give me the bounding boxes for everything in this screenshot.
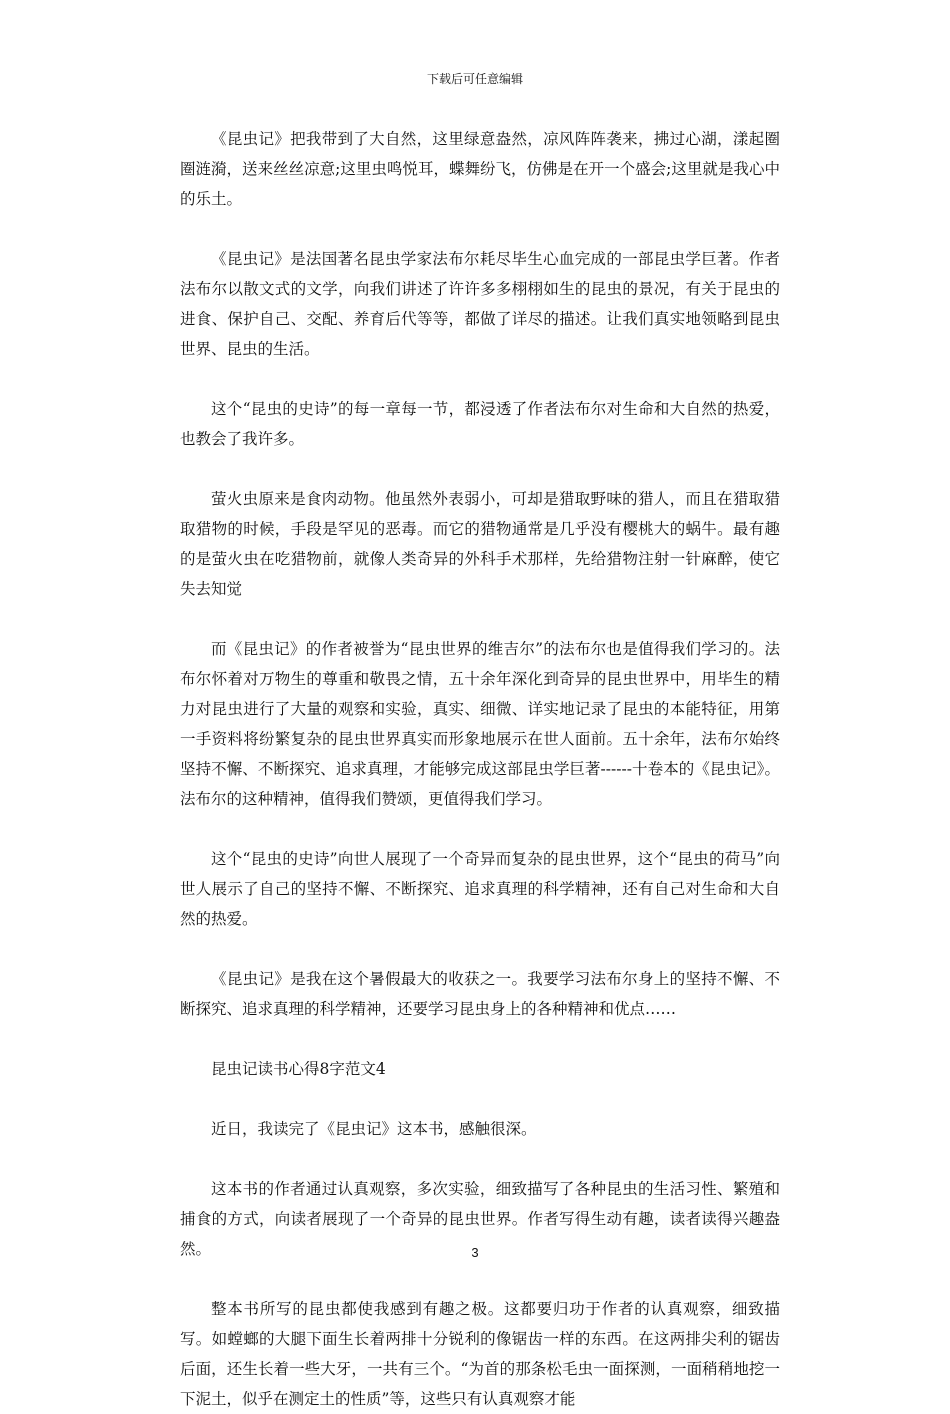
document-body (180, 124, 780, 1414)
paragraph-5: 而《昆虫记》的作者被誉为“昆虫世界的维吉尔”的法布尔也是值得我们学习的。法布尔怀着对万物生的尊重和敬畏之情，五十余年深化到奇异的昆虫世界中，用毕生的精力对昆虫进行了大量的观察和实验，真实、细微、详实地记录了昆虫的本能特征，用第一手资料将纷繁复杂的昆虫世界真实而形象地展示在世人面前。五十余年，法布尔始终坚持不懈、不断探究、追求真理，才能够完成这部昆虫学巨著------十卷本的《昆虫记》。法布尔的这种精神，值得我们赞颂，更值得我们学习。 (180, 640, 780, 808)
paragraph-2: 《昆虫记》是法国著名昆虫学家法布尔耗尽毕生心血完成的一部昆虫学巨著。作者法布尔以散文式的文学，向我们讲述了许许多多栩栩如生的昆虫的景况，有关于昆虫的进食、保护自己、交配、养育后代等等，都做了详尽的描述。让我们真实地领略到昆虫世界、昆虫的生活。 (180, 250, 780, 358)
page-number: 3 (471, 1245, 479, 1260)
page-header: 下载后可任意编辑 (426, 72, 523, 86)
paragraph-1: 《昆虫记》把我带到了大自然，这里绿意盎然，凉风阵阵袭来，拂过心湖，漾起圈圈涟漪，送来丝丝凉意;这里虫鸣悦耳，蝶舞纷飞，仿佛是在开一个盛会;这里就是我心中的乐土。 (180, 130, 780, 208)
paragraph-3: 这个“昆虫的史诗”的每一章每一节，都浸透了作者法布尔对生命和大自然的热爱，也教会了我许多。 (180, 400, 780, 448)
paragraph-8: 近日，我读完了《昆虫记》这本书，感触很深。 (211, 1120, 537, 1138)
paragraph-9: 这本书的作者通过认真观察，多次实验，细致描写了各种昆虫的生活习性、繁殖和捕食的方式，向读者展现了一个奇异的昆虫世界。作者写得生动有趣，读者读得兴趣盎然。 (180, 1180, 780, 1258)
section-heading: 昆虫记读书心得8字范文4 (211, 1060, 386, 1078)
paragraph-7: 《昆虫记》是我在这个暑假最大的收获之一。我要学习法布尔身上的坚持不懈、不断探究、追求真理的科学精神，还要学习昆虫身上的各种精神和优点…… (180, 970, 780, 1018)
paragraph-6: 这个“昆虫的史诗”向世人展现了一个奇异而复杂的昆虫世界，这个“昆虫的荷马”向世人展示了自己的坚持不懈、不断探究、追求真理的科学精神，还有自己对生命和大自然的热爱。 (180, 850, 780, 928)
paragraph-4: 萤火虫原来是食肉动物。他虽然外表弱小，可却是猎取野味的猎人，而且在猎取猎取猎物的时候，手段是罕见的恶毒。而它的猎物通常是几乎没有樱桃大的蜗牛。最有趣的是萤火虫在吃猎物前，就像人类奇异的外科手术那样，先给猎物注射一针麻醉，使它失去知觉 (180, 490, 780, 598)
paragraph-10: 整本书所写的昆虫都使我感到有趣之极。这都要归功于作者的认真观察，细致描写。如螳螂的大腿下面生长着两排十分锐利的像锯齿一样的东西。在这两排尖利的锯齿后面，还生长着一些大牙，一共有三个。“为首的那条松毛虫一面探测，一面稍稍地挖一下泥土，似乎在测定土的性质”等，这些只有认真观察才能 (180, 1300, 780, 1408)
